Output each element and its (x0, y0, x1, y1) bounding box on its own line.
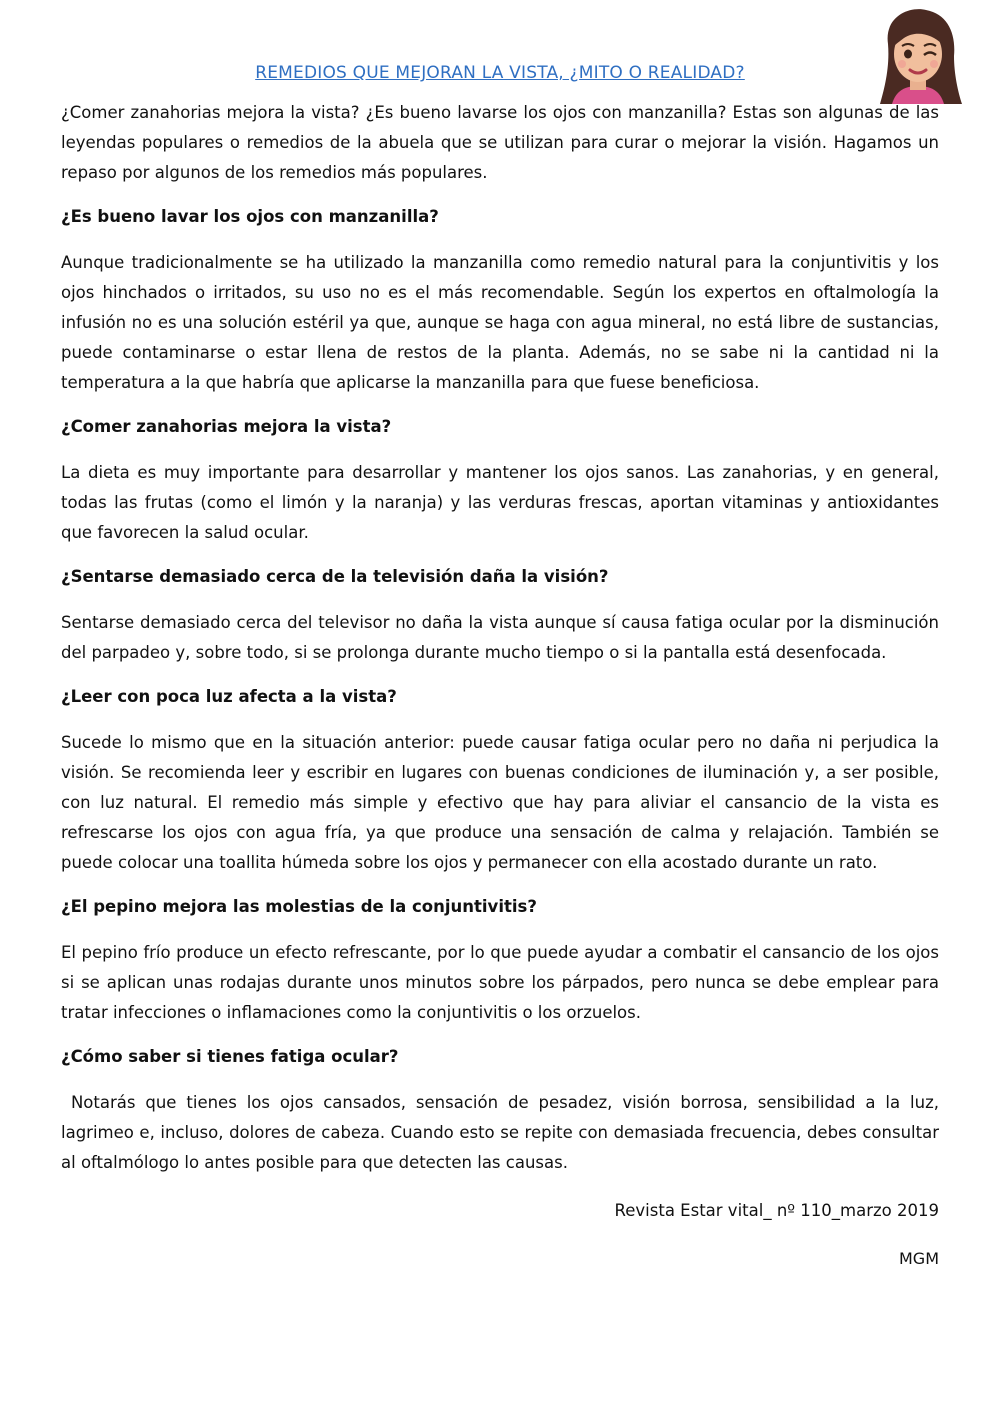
section-pepino (61, 892, 939, 1028)
section-heading: ¿Leer con poca luz afecta a la vista? (61, 687, 397, 706)
section-fatiga (61, 1042, 945, 1178)
section-heading: ¿Es bueno lavar los ojos con manzanilla? (61, 207, 439, 226)
source-citation: Revista Estar vital_ nº 110_marzo 2019 (614, 1201, 939, 1220)
section-manzanilla (61, 202, 939, 398)
author-signature: MGM (898, 1249, 939, 1268)
section-zanahorias (61, 412, 939, 548)
section-heading: ¿El pepino mejora las molestias de la conjuntivitis? (61, 897, 537, 916)
section-television (61, 562, 939, 668)
section-text: El pepino frío produce un efecto refrescante, por lo que puede ayudar a combatir el cansancio de los ojos si se aplican unas rodajas durante unos minutos sobre los párpados, pero nunca se debe emplear para tratar infecciones o inflamaciones como la conjuntivitis o los orzuelos. (61, 943, 939, 1022)
document-page (61, 60, 945, 1274)
section-text: Notarás que tienes los ojos cansados, sensación de pesadez, visión borrosa, sensibilidad a la luz, lagrimeo e, incluso, dolores de cabeza. Cuando esto se repite con demasiada frecuencia, debes consultar al oftalmólogo lo antes posible para que detecten las causas. (61, 1093, 945, 1172)
section-text: Sentarse demasiado cerca del televisor no daña la vista aunque sí causa fatiga ocular por la disminución del parpadeo y, sobre todo, si se prolonga durante mucho tiempo o si la pantalla está desenfocada. (61, 613, 939, 662)
section-heading: ¿Sentarse demasiado cerca de la televisión daña la visión? (61, 567, 609, 586)
page-title: REMEDIOS QUE MEJORAN LA VISTA, ¿MITO O REALIDAD? (255, 63, 745, 83)
section-poca-luz (61, 682, 939, 878)
section-heading: ¿Cómo saber si tienes fatiga ocular? (61, 1047, 399, 1066)
intro-paragraph: ¿Comer zanahorias mejora la vista? ¿Es bueno lavarse los ojos con manzanilla? Estas son algunas de las leyendas populares o remedios de la abuela que se utilizan para curar o mejorar la visión. Hagamos un repaso por algunos de los remedios más populares. (61, 103, 939, 182)
section-text: La dieta es muy importante para desarrollar y mantener los ojos sanos. Las zanahorias, y en general, todas las frutas (como el limón y la naranja) y las verduras frescas, aportan vitaminas y antioxidantes que favorecen la salud ocular. (61, 463, 939, 542)
section-text: Aunque tradicionalmente se ha utilizado la manzanilla como remedio natural para la conjuntivitis y los ojos hinchados o irritados, su uso no es el más recomendable. Según los expertos en oftalmología la infusión no es una solución estéril ya que, aunque se haga con agua mineral, no está libre de sustancias, puede contaminarse o estar llena de restos de la planta. Además, no se sabe ni la cantidad ni la temperatura a la que habría que aplicarse la manzanilla para que fuese beneficiosa. (61, 253, 939, 392)
section-heading: ¿Comer zanahorias mejora la vista? (61, 417, 392, 436)
section-text: Sucede lo mismo que en la situación anterior: puede causar fatiga ocular pero no daña ni perjudica la visión. Se recomienda leer y escribir en lugares con buenas condiciones de iluminación y, a ser posible, con luz natural. El remedio más simple y efectivo que hay para aliviar el cansancio de la vista es refrescarse los ojos con agua fría, ya que produce una sensación de calma y relajación. También se puede colocar una toallita húmeda sobre los ojos y permanecer con ella acostado durante un rato. (61, 733, 939, 872)
